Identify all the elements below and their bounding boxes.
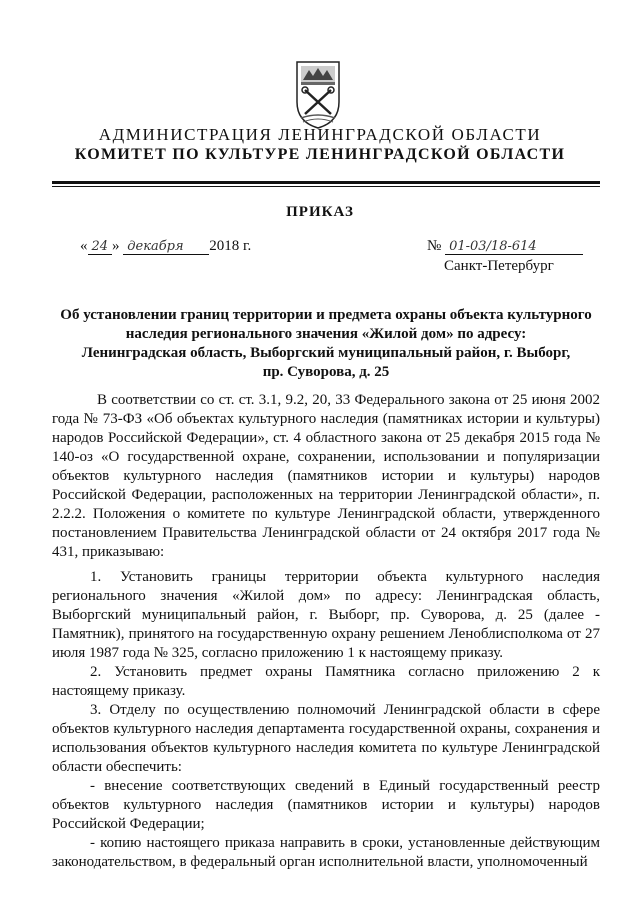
- document-number: [427, 238, 583, 255]
- coat-of-arms-emblem: [293, 58, 343, 130]
- order-item: 1. Установить границы территории объекта культурного наследия регионального значения «Жилой дом» по адресу: Ленинградская область, Выборгский муниципальный район, г. Выборг, пр. Суворова, д. 25 (далее - Памятник), принятого на государственную охрану решением Леноблисполкома от 27 июля 1987 года № 325, согласно приложению 1 к настоящему приказу.: [52, 569, 600, 661]
- preamble-paragraph: В соответствии со ст. ст. 3.1, 9.2, 20, 33 Федерального закона от 25 июня 2002 года № 73-ФЗ «Об объектах культурного наследия (памятниках истории и культуры) народов Российской Федерации», ст. 4 областного закона от 25 декабря 2015 года № 140-оз «О государственной охране, сохранении, использовании и популяризации объектов культурного наследия (памятников истории и культуры) народов Российской Федерации, расположенных на территории Ленинградской области», п. 2.2.2. Положения о комитете по культуре Ленинградской области, утвержденного постановлением Правительства Ленинградской области от 24 октября 2017 года № 431, приказываю:: [52, 392, 600, 560]
- date-open-quote: «: [80, 238, 88, 254]
- order-item: 3. Отделу по осуществлению полномочий Ленинградской области в сфере объектов культурного наследия департамента государственной охраны, сохранения и использования объектов культурного наследия комитета по культуре Ленинградской области обеспечить:: [52, 702, 600, 775]
- document-subject: [52, 306, 600, 382]
- order-item: - копию настоящего приказа направить в сроки, установленные действующим законодательством, в федеральный орган исполнительной власти, уполномоченный: [52, 835, 600, 870]
- order-item: - внесение соответствующих сведений в Единый государственный реестр объектов культурного наследия (памятников истории и культуры) народов Российской Федерации;: [52, 778, 600, 832]
- date-year: 2018 г.: [209, 238, 252, 254]
- date-close-quote: »: [112, 238, 120, 254]
- document-date: [80, 238, 251, 255]
- subject-line: Ленинградская область, Выборгский муниципальный район, г. Выборг,: [81, 345, 571, 361]
- number-prefix: №: [427, 238, 442, 254]
- subject-line: наследия регионального значения «Жилой дом» по адресу:: [125, 326, 527, 342]
- date-month: декабря: [123, 240, 209, 255]
- org-name-administration: АДМИНИСТРАЦИЯ ЛЕНИНГРАДСКОЙ ОБЛАСТИ: [98, 125, 542, 144]
- subject-line: пр. Суворова, д. 25: [262, 364, 390, 380]
- header-divider-thick: [52, 181, 600, 184]
- order-item: 2. Установить предмет охраны Памятника согласно приложению 2 к настоящему приказу.: [52, 664, 600, 699]
- number-value: 01-03/18-614: [445, 240, 583, 255]
- document-city: Санкт-Петербург: [444, 258, 554, 274]
- org-name-committee: КОМИТЕТ ПО КУЛЬТУРЕ ЛЕНИНГРАДСКОЙ ОБЛАСТИ: [74, 146, 566, 163]
- header-divider-thin: [52, 186, 600, 187]
- date-day: 24: [88, 240, 113, 255]
- document-title: ПРИКАЗ: [286, 204, 354, 220]
- subject-line: Об установлении границ территории и предмета охраны объекта культурного: [60, 307, 592, 323]
- order-items: [52, 568, 600, 872]
